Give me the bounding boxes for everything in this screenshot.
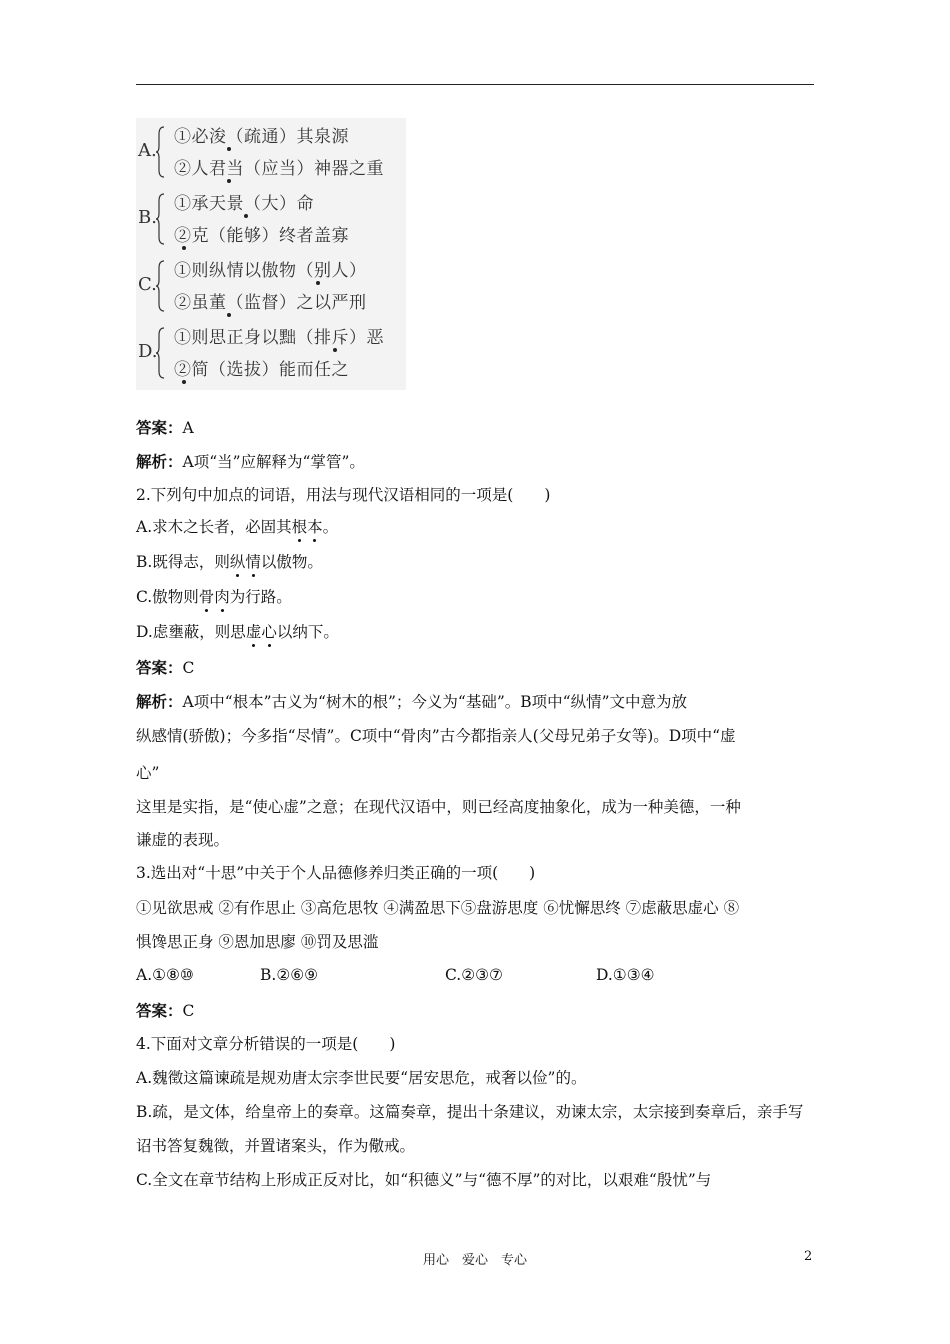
- q2-analysis-line-4: 这里是实指，是“使心虚”之意；在现代汉语中，则已经高度抽象化，成为一种美德，一种: [136, 798, 741, 816]
- answer-label: 答案：: [136, 1001, 183, 1020]
- option-b: [136, 187, 406, 253]
- answer-value: A: [182, 419, 194, 437]
- emphasis-dot: [244, 214, 248, 218]
- emphasis-dot: [227, 179, 231, 183]
- q3-choice-b: B.②⑥⑨: [260, 966, 319, 984]
- q2-option-d: D.虑壅蔽，则思虚心以纳下。: [136, 623, 339, 641]
- option-letter: C.: [138, 274, 157, 295]
- analysis-label: 解析：: [136, 692, 183, 711]
- option-line-1: ①必浚（疏通）其泉源: [174, 127, 349, 147]
- answer-label: 答案：: [136, 418, 183, 437]
- q2-analysis-line-2: 纵感情(骄傲)；今多指“尽情”。C项中“骨肉”古今都指亲人(父母兄弟子女等)。D项中“虚: [136, 727, 736, 745]
- analysis-label: 解析：: [136, 452, 183, 471]
- option-line-1: ①则纵情以傲物（别人）: [174, 261, 367, 281]
- q2-analysis-line-1: 解析：A项中“根本”古义为“树木的根”；今义为“基础”。B项中“纵情”文中意为放: [136, 692, 687, 711]
- q2-option-b: B.既得志，则纵情以傲物。: [136, 553, 323, 571]
- page-number: 2: [804, 1249, 813, 1264]
- option-line-2: ②简（选拔）能而任之: [174, 360, 349, 380]
- emphasis-dot: [227, 147, 231, 151]
- option-letter: B.: [138, 207, 157, 228]
- q4-option-c-line-1: C.全文在章节结构上形成正反对比，如“积德义”与“德不厚”的对比，以艰难“殷忧”与: [136, 1171, 712, 1189]
- option-line-2: ②虽董（监督）之以严刑: [174, 293, 367, 313]
- header-rule: [136, 84, 814, 85]
- q2-answer: [136, 658, 194, 678]
- q3-choice-a: A.①⑧⑩: [136, 966, 194, 984]
- brace-icon: [156, 327, 165, 379]
- brace-icon: [156, 193, 165, 245]
- analysis-text: A项“当”应解释为“掌管”。: [182, 453, 365, 471]
- emphasis-dot: [182, 380, 186, 384]
- emphasis-dot: [227, 313, 231, 317]
- option-letter: A.: [138, 140, 157, 161]
- option-a: [136, 120, 406, 186]
- q1-analysis: [136, 452, 365, 472]
- option-d: [136, 321, 406, 387]
- option-line-1: ①承天景（大）命: [174, 194, 314, 214]
- q3-items-line-2: 惧馋思正身 ⑨恩加思廖 ⑩罚及思滥: [136, 933, 379, 951]
- q4-option-a: A.魏徵这篇谏疏是规劝唐太宗李世民要“居安思危，戒奢以俭”的。: [136, 1069, 587, 1087]
- q2-analysis-line-5: 谦虚的表现。: [136, 831, 230, 849]
- q3-choice-d: D.①③④: [596, 966, 655, 984]
- q4-stem: 4.下面对文章分析错误的一项是( ): [136, 1035, 396, 1053]
- emphasized-char: 心: [261, 623, 277, 641]
- q3-answer: [136, 1001, 194, 1021]
- q4-option-b-line-2: 诏书答复魏徵，并置诸案头，作为儆戒。: [136, 1137, 416, 1155]
- q1-answer: [136, 418, 194, 438]
- emphasized-char: 肉: [214, 588, 230, 606]
- emphasized-char: 根: [291, 518, 308, 536]
- answer-value: C: [182, 659, 195, 677]
- option-c: [136, 254, 406, 320]
- q2-analysis-line-3: 心”: [136, 764, 160, 782]
- option-letter: D.: [138, 341, 158, 362]
- emphasized-char: 纵: [229, 553, 246, 571]
- emphasis-dot: [333, 348, 337, 352]
- q3-items-line-1: ①见欲思戒 ②有作思止 ③高危思牧 ④满盈思下⑤盘游思度 ⑥忧懈思终 ⑦虑蔽思虚心 ⑧: [136, 899, 740, 917]
- emphasized-char: 骨: [198, 588, 215, 606]
- brace-icon: [156, 126, 165, 178]
- q2-stem: 2.下列句中加点的词语，用法与现代汉语相同的一项是( ): [136, 486, 551, 504]
- emphasized-char: 本: [307, 518, 323, 536]
- answer-value: C: [182, 1002, 195, 1020]
- option-line-1: ①则思正身以黜（排斥）恶: [174, 328, 384, 348]
- emphasized-char: 情: [245, 553, 261, 571]
- q3-stem: 3.选出对“十思”中关于个人品德修养归类正确的一项( ): [136, 864, 536, 882]
- brace-icon: [156, 260, 165, 312]
- options-figure: [136, 118, 406, 390]
- option-line-2: ②人君当（应当）神器之重: [174, 159, 384, 179]
- q3-choice-c: C.②③⑦: [445, 966, 503, 984]
- option-line-2: ②克（能够）终者盖寡: [174, 226, 349, 246]
- footer-motto: 用心 爱心 专心: [422, 1253, 527, 1268]
- q2-option-a: A.求木之长者，必固其根本。: [136, 518, 339, 536]
- emphasis-dot: [316, 281, 320, 285]
- q4-option-b-line-1: B.疏，是文体，给皇帝上的奏章。这篇奏章，提出十条建议，劝谏太宗，太宗接到奏章后，亲手写: [136, 1103, 804, 1121]
- answer-label: 答案：: [136, 658, 183, 677]
- emphasis-dot: [182, 246, 186, 250]
- emphasized-char: 虚: [245, 623, 262, 641]
- q2-option-c: C.傲物则骨肉为行路。: [136, 588, 292, 606]
